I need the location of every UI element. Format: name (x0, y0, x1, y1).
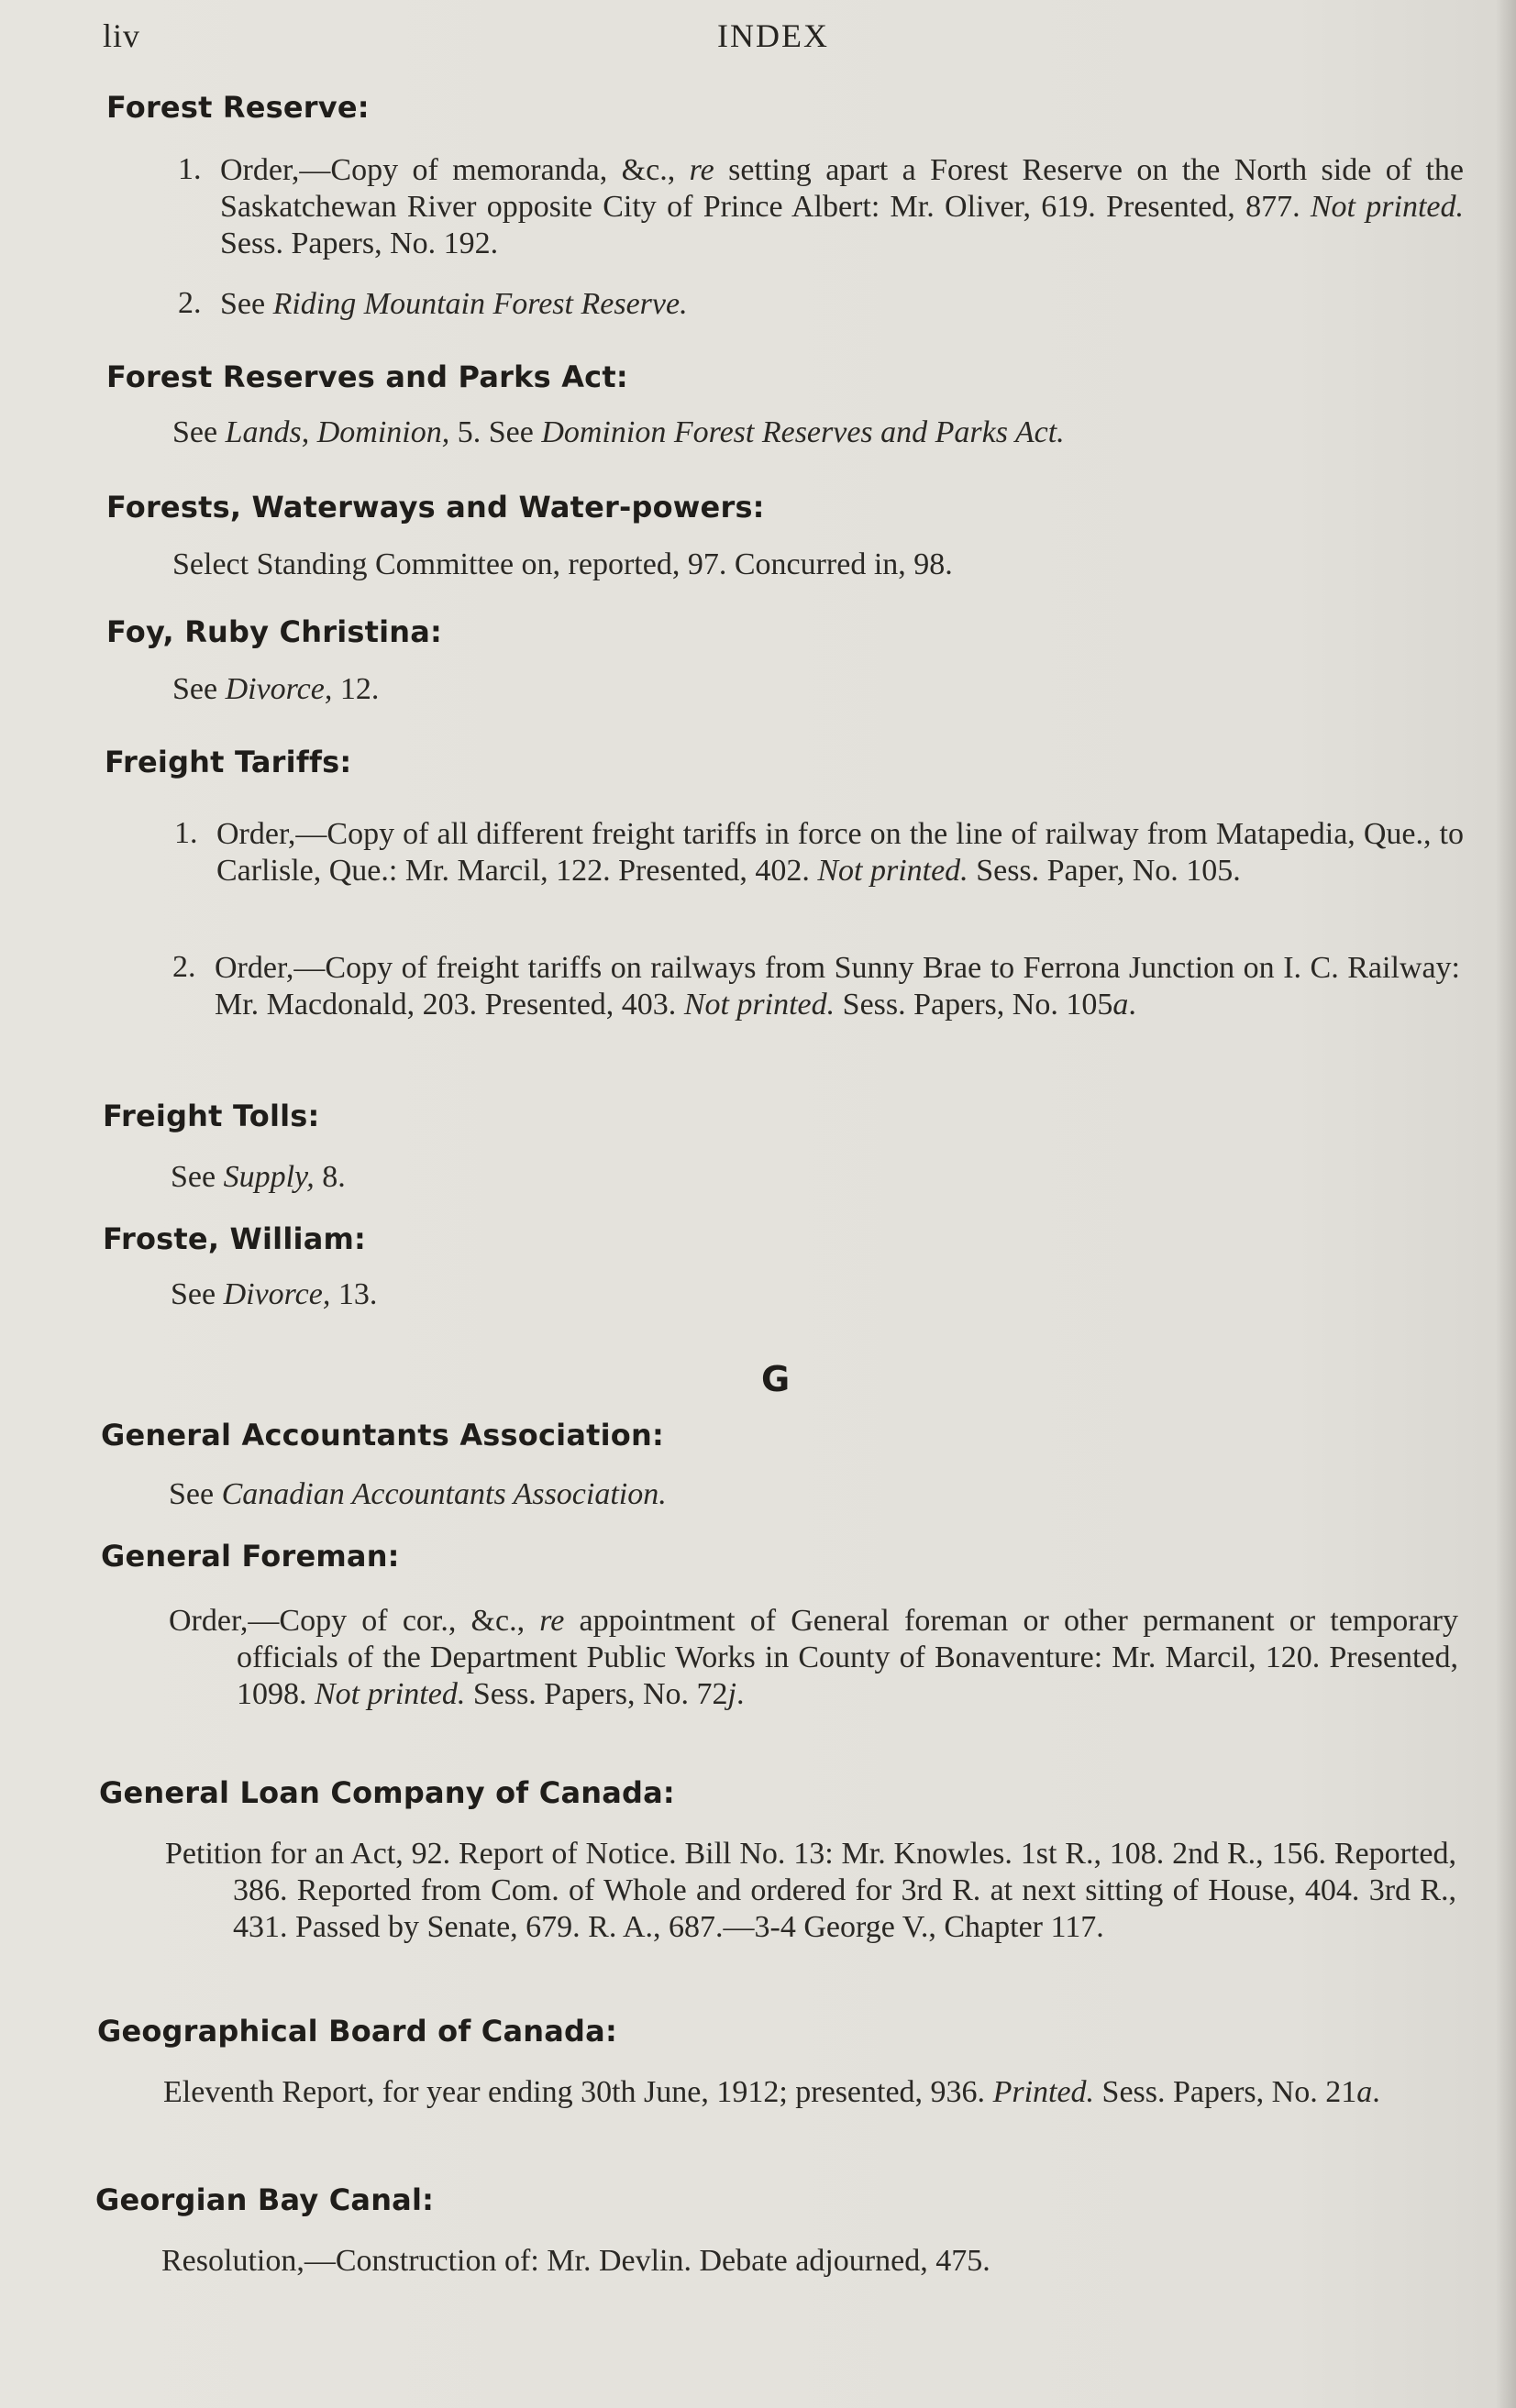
entry-text (172, 671, 1466, 708)
entry-heading: Froste, William: (103, 1221, 367, 1256)
entry-text (169, 1603, 1458, 1713)
entry-text (171, 1159, 1464, 1196)
item-number: 2. (172, 950, 196, 984)
text-run: Sess. Papers, No. 192. (220, 226, 499, 260)
entry-text (220, 286, 1464, 323)
entry-text: Select Standing Committee on, reported, 97. Concurred in, 98. (172, 547, 953, 581)
entry-heading: Georgian Bay Canal: (95, 2182, 435, 2217)
paper-suffix: a (1112, 988, 1129, 1022)
not-printed-note: Not printed. (683, 988, 835, 1022)
entry-text (216, 816, 1464, 889)
paper-suffix: a (1356, 2075, 1373, 2109)
text-run: Sess. Papers, No. 72 (465, 1677, 728, 1711)
text-run: See (171, 1277, 224, 1311)
text-run: 8. (314, 1160, 346, 1194)
text-run: Order,—Copy of freight tariffs on railways from Sunny Brae to Ferrona Junction on I. C. Railway: Mr. Macdonald, 203. Presented, 403. (215, 951, 1460, 1022)
text-run: Sess. Paper, No. 105. (968, 854, 1241, 888)
text-run: See (220, 287, 273, 321)
text-run: . (736, 1677, 745, 1711)
text-run-italic: re (539, 1604, 565, 1638)
entry-text (215, 950, 1460, 1023)
cross-reference: Riding Mountain Forest Reserve. (272, 287, 688, 321)
page-number: liv (103, 17, 141, 54)
entry-heading: Freight Tariffs: (105, 745, 352, 779)
text-run: . (1372, 2075, 1380, 2109)
entry-heading: Forest Reserves and Parks Act: (106, 359, 628, 394)
entry-heading: Foy, Ruby Christina: (106, 614, 443, 649)
entry-heading: General Foreman: (101, 1539, 400, 1574)
entry-heading: General Loan Company of Canada: (99, 1775, 675, 1810)
text-run: Order,—Copy of cor., &c., (169, 1604, 540, 1638)
entry-text (163, 2074, 1455, 2111)
cross-reference: Divorce, (223, 1277, 331, 1311)
item-number: 2. (178, 286, 202, 320)
text-run: . (1128, 988, 1136, 1022)
cross-reference: Lands, Dominion, (225, 415, 450, 449)
entry-heading: Forests, Waterways and Water-powers: (106, 490, 765, 525)
cross-reference: Dominion Forest Reserves and Parks Act. (541, 415, 1065, 449)
text-run: Eleventh Report, for year ending 30th June, 1912; presented, 936. (163, 2075, 993, 2109)
not-printed-note: Not printed. (1310, 190, 1465, 224)
paper-suffix: j (727, 1677, 736, 1711)
page-title: INDEX (717, 17, 829, 54)
text-run: 12. (332, 672, 380, 706)
text-run: See (171, 1160, 224, 1194)
text-run: Order,—Copy of all different freight tariffs in force on the line of railway from Matapedia, Que., to Carlisle, Que.: Mr. Marcil, 122. Presented, 402. (216, 817, 1464, 888)
text-run: 5. See (449, 415, 542, 449)
text-run: See (172, 672, 226, 706)
running-head (103, 17, 1469, 61)
entry-text (169, 1476, 1462, 1513)
text-run: 13. (330, 1277, 378, 1311)
cross-reference: Divorce, (225, 672, 333, 706)
not-printed-note: Not printed. (817, 854, 968, 888)
item-number: 1. (174, 816, 198, 850)
entry-text: Resolution,—Construction of: Mr. Devlin. Debate adjourned, 475. (161, 2244, 990, 2278)
printed-note: Printed. (992, 2075, 1095, 2109)
entry-text (220, 152, 1464, 262)
text-run: See (172, 415, 226, 449)
entry-heading: General Accountants Association: (101, 1418, 664, 1453)
entry-text: Petition for an Act, 92. Report of Notice. Bill No. 13: Mr. Knowles. 1st R., 108. 2nd R., 156. Reported, 386. Reported from Com. of Whole and ordered for 3rd R. at next sitting of House, 404. 3rd R., 431. Passed by Senate, 679. R. A., 687.—3-4 George V., Chapter 117. (165, 1837, 1456, 1944)
entry-text (171, 1276, 1464, 1313)
text-run: appointment of General foreman or other permanent or temporary officials of the Department Public Works in County of Bonaventure: Mr. Marcil, 120. Presented, 1098. (237, 1604, 1458, 1711)
text-run: Sess. Papers, No. 105 (835, 988, 1113, 1022)
item-number: 1. (178, 152, 202, 186)
text-run-italic: re (689, 153, 714, 187)
cross-reference: Supply, (223, 1160, 315, 1194)
entry-heading: Freight Tolls: (103, 1099, 320, 1133)
entry-text (172, 414, 1466, 451)
page-edge-shadow (1496, 0, 1516, 2408)
section-letter: G (761, 1359, 791, 1399)
text-run: setting apart a Forest Reserve on the North side of the Saskatchewan River opposite City of Prince Albert: Mr. Oliver, 619. Presented, 877. (220, 153, 1465, 224)
text-run: Order,—Copy of memoranda, &c., (220, 153, 690, 187)
cross-reference: Canadian Accountants Association. (221, 1477, 667, 1511)
entry-heading: Geographical Board of Canada: (97, 2014, 617, 2049)
text-run: Sess. Papers, No. 21 (1094, 2075, 1357, 2109)
entry-heading: Forest Reserve: (106, 90, 370, 125)
not-printed-note: Not printed. (315, 1677, 466, 1711)
text-run: See (169, 1477, 222, 1511)
